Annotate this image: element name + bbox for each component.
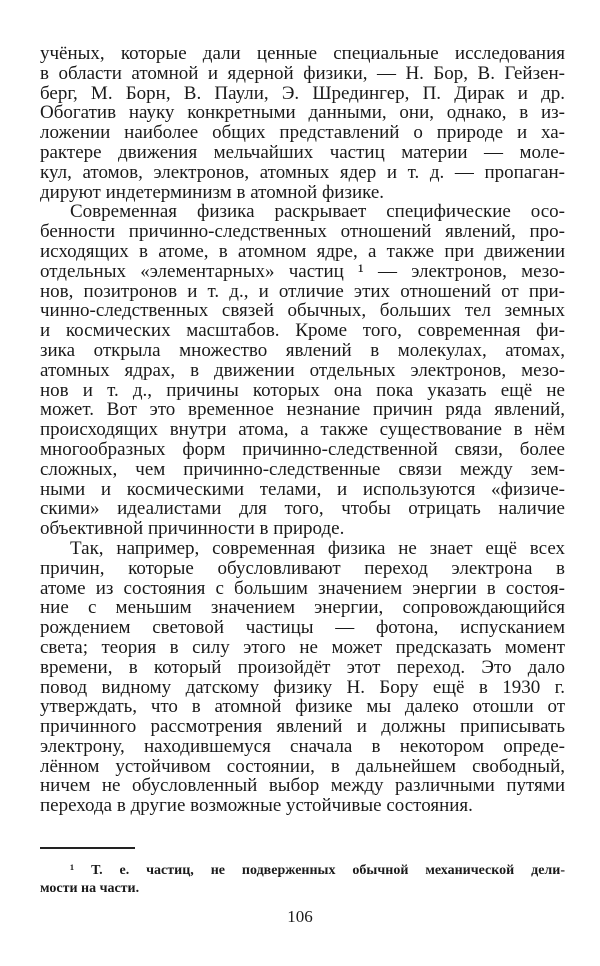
footnote-divider <box>40 847 135 849</box>
text-line: дируют индетерминизм в атомной физике. <box>40 181 385 203</box>
text-line: объективной причинности в природе. <box>40 518 345 540</box>
footnote <box>40 862 565 898</box>
text-line: рактере движения мельчайших частиц материи — моле- <box>40 141 565 163</box>
text-line: учёных, которые дали ценные специальные исследования <box>40 43 565 64</box>
text-line: отдельных «элементарных» частиц ¹ — электронов, мезо- <box>40 260 565 282</box>
text-line: ние с меньшим значением энергии, сопровождающийся <box>40 597 565 619</box>
text-line: повод видному датскому физику Н. Бору ещё в 1930 г. <box>40 676 565 698</box>
text-line: кул, атомов, электронов, атомных ядер и т. д. — пропаган- <box>40 161 565 183</box>
text-line: многообразных форм причинно-следственной связи, более <box>40 438 565 460</box>
text-line: берг, М. Борн, В. Паули, Э. Шредингер, П. Дирак и др. <box>40 82 565 104</box>
text-line: происходящих внутри атома, а также существование в нём <box>40 419 565 441</box>
text-line: нов и т. д., причины которых она пока указать ещё не <box>40 379 565 401</box>
text-line: лённом устойчивом состоянии, в дальнейшем свободный, <box>40 755 565 777</box>
text-line: сложных, чем причинно-следственные связи между зем- <box>40 458 565 480</box>
paragraph <box>40 44 565 202</box>
text-line: нов, позитронов и т. д., и отличие этих отношений от при- <box>40 280 565 302</box>
text-line: скими» идеалистами для того, чтобы отрицать наличие <box>40 498 565 520</box>
text-line: причин, которые обусловливают переход электрона в <box>40 557 565 579</box>
text-line: причинного рассмотрения явлений и должны приписывать <box>40 716 565 738</box>
text-line: исходящих в атоме, в атомном ядре, а также при движении <box>40 240 565 262</box>
text-line: перехода в другие возможные устойчивые состояния. <box>40 795 473 817</box>
text-line: бенности причинно-следственных отношений явлений, про- <box>40 221 565 243</box>
text-line: чинно-следственных связей обычных, больших тел земных <box>40 300 565 322</box>
text-line: может. Вот это временное незнание причин ряда явлений, <box>40 399 565 421</box>
text-line: времени, в который произойдёт этот переход. Это дало <box>40 656 565 678</box>
text-line: ложении наиболее общих представлений о природе и ха- <box>40 122 565 144</box>
text-line: света; теория в силу этого не может предсказать момент <box>40 636 565 658</box>
text-line: ными и космическими телами, и используются «физиче- <box>40 478 565 500</box>
text-line: в области атомной и ядерной физики, — Н. Бор, В. Гейзен- <box>40 62 565 84</box>
text-line: рождением световой частицы — фотона, испусканием <box>40 617 565 639</box>
text-line: Так, например, современная физика не знает ещё всех <box>70 537 565 559</box>
text-line: электрону, находившемуся сначала в некотором опреде- <box>40 735 565 757</box>
page-number: 106 <box>287 907 313 926</box>
text-line: утверждать, что в атомной физике мы далеко отошли от <box>40 696 565 718</box>
footnote-line: ¹ Т. е. частиц, не подверженных обычной механической дели- <box>70 863 565 878</box>
text-line: ничем не обусловленный выбор между различными путями <box>40 775 565 797</box>
footnote-line: мости на части. <box>40 881 140 896</box>
body-text <box>40 44 565 816</box>
paragraph <box>40 539 565 816</box>
text-line: зика открыла множество явлений в молекулах, атомах, <box>40 339 565 361</box>
text-line: Обогатив науку конкретными данными, они, однако, в из- <box>40 102 565 124</box>
text-line: атоме из состояния с большим значением энергии в состоя- <box>40 577 565 599</box>
text-line: и космических масштабов. Кроме того, современная фи- <box>40 320 565 342</box>
text-line: атомных ядрах, в движении отдельных электронов, мезо- <box>40 359 565 381</box>
text-line: Современная физика раскрывает специфические осо- <box>70 201 565 223</box>
paragraph <box>40 202 565 539</box>
